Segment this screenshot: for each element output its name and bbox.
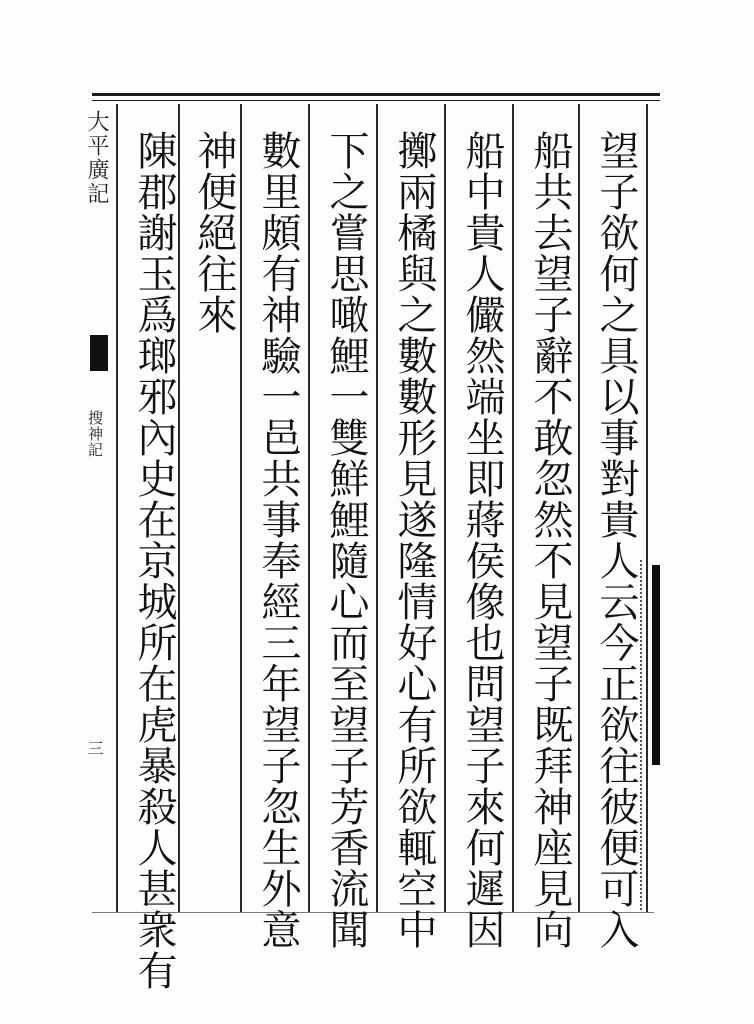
text-column-1: 望子欲何之具以事對貴人云今正欲往彼便可入 xyxy=(593,130,639,950)
column-divider xyxy=(116,104,118,912)
text-column-7: 神便絕往來 xyxy=(191,130,237,335)
text-column-4: 擲兩橘與之數數形見遂隆情好心有所欲輒空中 xyxy=(391,130,437,950)
text-column-8: 陳郡謝玉爲瑯邪內史在京城所在虎暴殺人甚衆有 xyxy=(131,130,177,991)
column-divider xyxy=(240,104,242,912)
edge-dark-bar xyxy=(652,565,660,765)
text-column-2: 船共去望子辭不敢忽然不見望子既拜神座見向 xyxy=(527,130,573,950)
column-divider xyxy=(444,104,446,912)
text-column-6: 數里頗有神驗一邑共事奉經三年望子忽生外意 xyxy=(255,130,301,950)
column-divider xyxy=(308,104,310,912)
margin-page-number: 三 xyxy=(85,740,104,756)
column-divider xyxy=(376,104,378,912)
fishtail-mark xyxy=(90,335,108,371)
top-border-rule xyxy=(92,93,660,96)
column-divider xyxy=(512,104,514,912)
margin-edge-text: 大平廣記 xyxy=(84,110,109,206)
margin-book-title: 搜神記 xyxy=(86,410,104,458)
text-column-3: 船中貴人儼然端坐即蔣侯像也問望子來何遲因 xyxy=(459,130,505,950)
top-border-rule-thin xyxy=(92,100,660,101)
column-divider xyxy=(578,104,580,912)
column-divider xyxy=(646,104,648,912)
text-column-5: 下之嘗思噉鯉一雙鮮鯉隨心而至望子芳香流聞 xyxy=(323,130,369,950)
edge-speckle xyxy=(640,560,645,910)
